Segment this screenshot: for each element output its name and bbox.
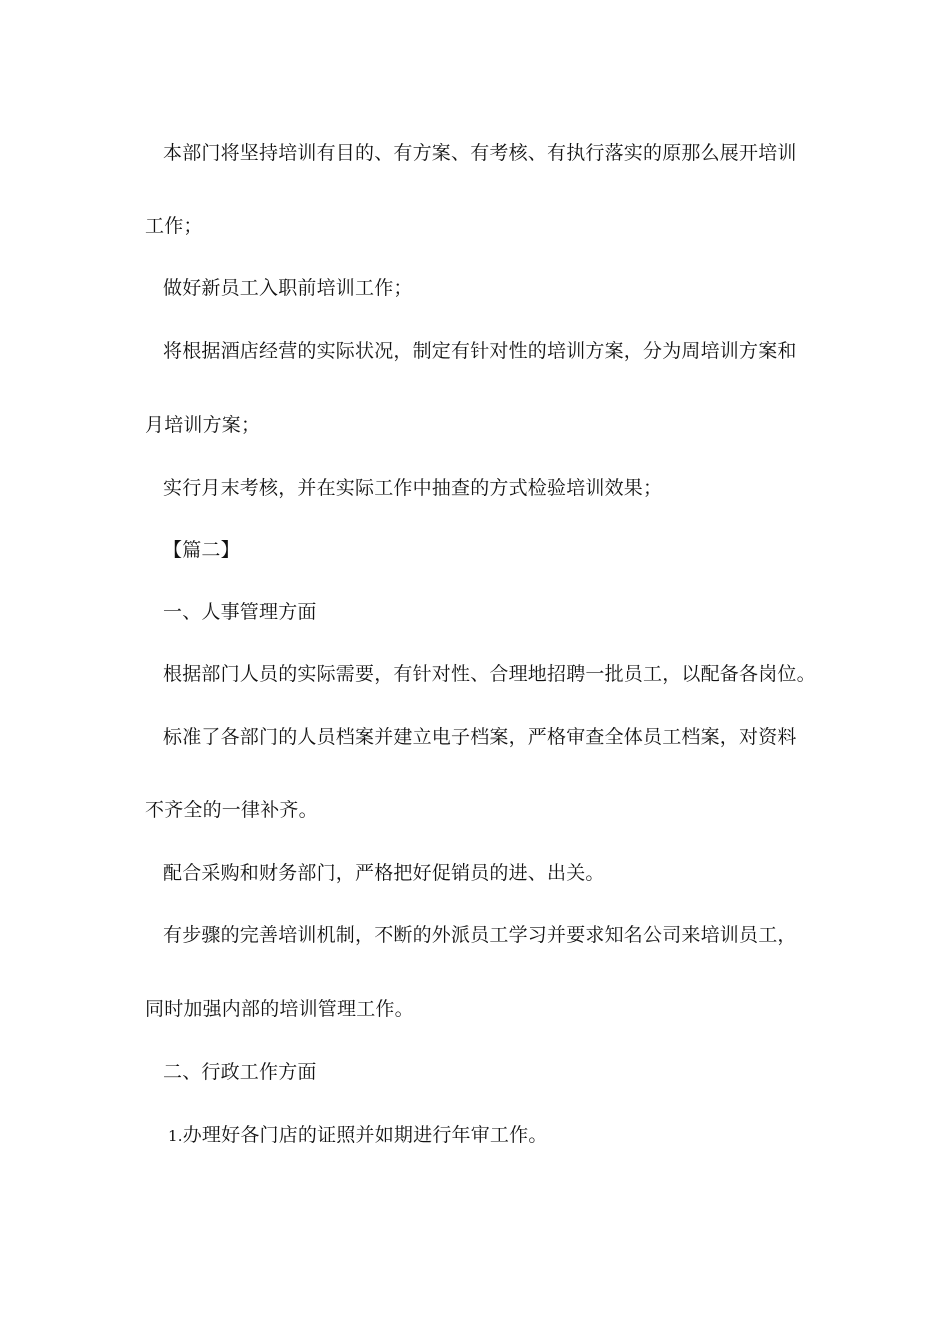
paragraph-training-mechanism: 有步骤的完善培训机制，不断的外派员工学习并要求知名公司来培训员工， bbox=[163, 924, 797, 946]
section-heading-administration: 二、行政工作方面 bbox=[163, 1061, 317, 1083]
list-item-text: 办理好各门店的证照并如期进行年审工作。 bbox=[182, 1124, 548, 1146]
paragraph-training-principle-cont: 工作； bbox=[145, 215, 203, 237]
section-heading-part-two: 【篇二】 bbox=[163, 539, 240, 561]
section-heading-personnel: 一、人事管理方面 bbox=[163, 601, 317, 623]
paragraph-promoter-control: 配合采购和财务部门，严格把好促销员的进、出关。 bbox=[163, 862, 605, 884]
paragraph-personnel-files: 标准了各部门的人员档案并建立电子档案，严格审查全体员工档案，对资料 bbox=[163, 726, 797, 748]
paragraph-training-plan-cont: 月培训方案； bbox=[145, 414, 261, 436]
paragraph-training-mechanism-cont: 同时加强内部的培训管理工作。 bbox=[145, 998, 414, 1020]
list-item-number: 1. bbox=[168, 1127, 183, 1145]
paragraph-new-staff-training: 做好新员工入职前培训工作； bbox=[163, 277, 413, 299]
paragraph-training-principle: 本部门将坚持培训有目的、有方案、有考核、有执行落实的原那么展开培训 bbox=[163, 142, 797, 164]
paragraph-recruitment: 根据部门人员的实际需要，有针对性、合理地招聘一批员工，以配备各岗位。 bbox=[163, 663, 816, 685]
paragraph-personnel-files-cont: 不齐全的一律补齐。 bbox=[145, 799, 318, 821]
list-item-licenses bbox=[168, 1123, 548, 1148]
paragraph-training-plan: 将根据酒店经营的实际状况，制定有针对性的培训方案，分为周培训方案和 bbox=[163, 340, 797, 362]
paragraph-monthly-assessment: 实行月末考核，并在实际工作中抽查的方式检验培训效果； bbox=[163, 477, 663, 499]
